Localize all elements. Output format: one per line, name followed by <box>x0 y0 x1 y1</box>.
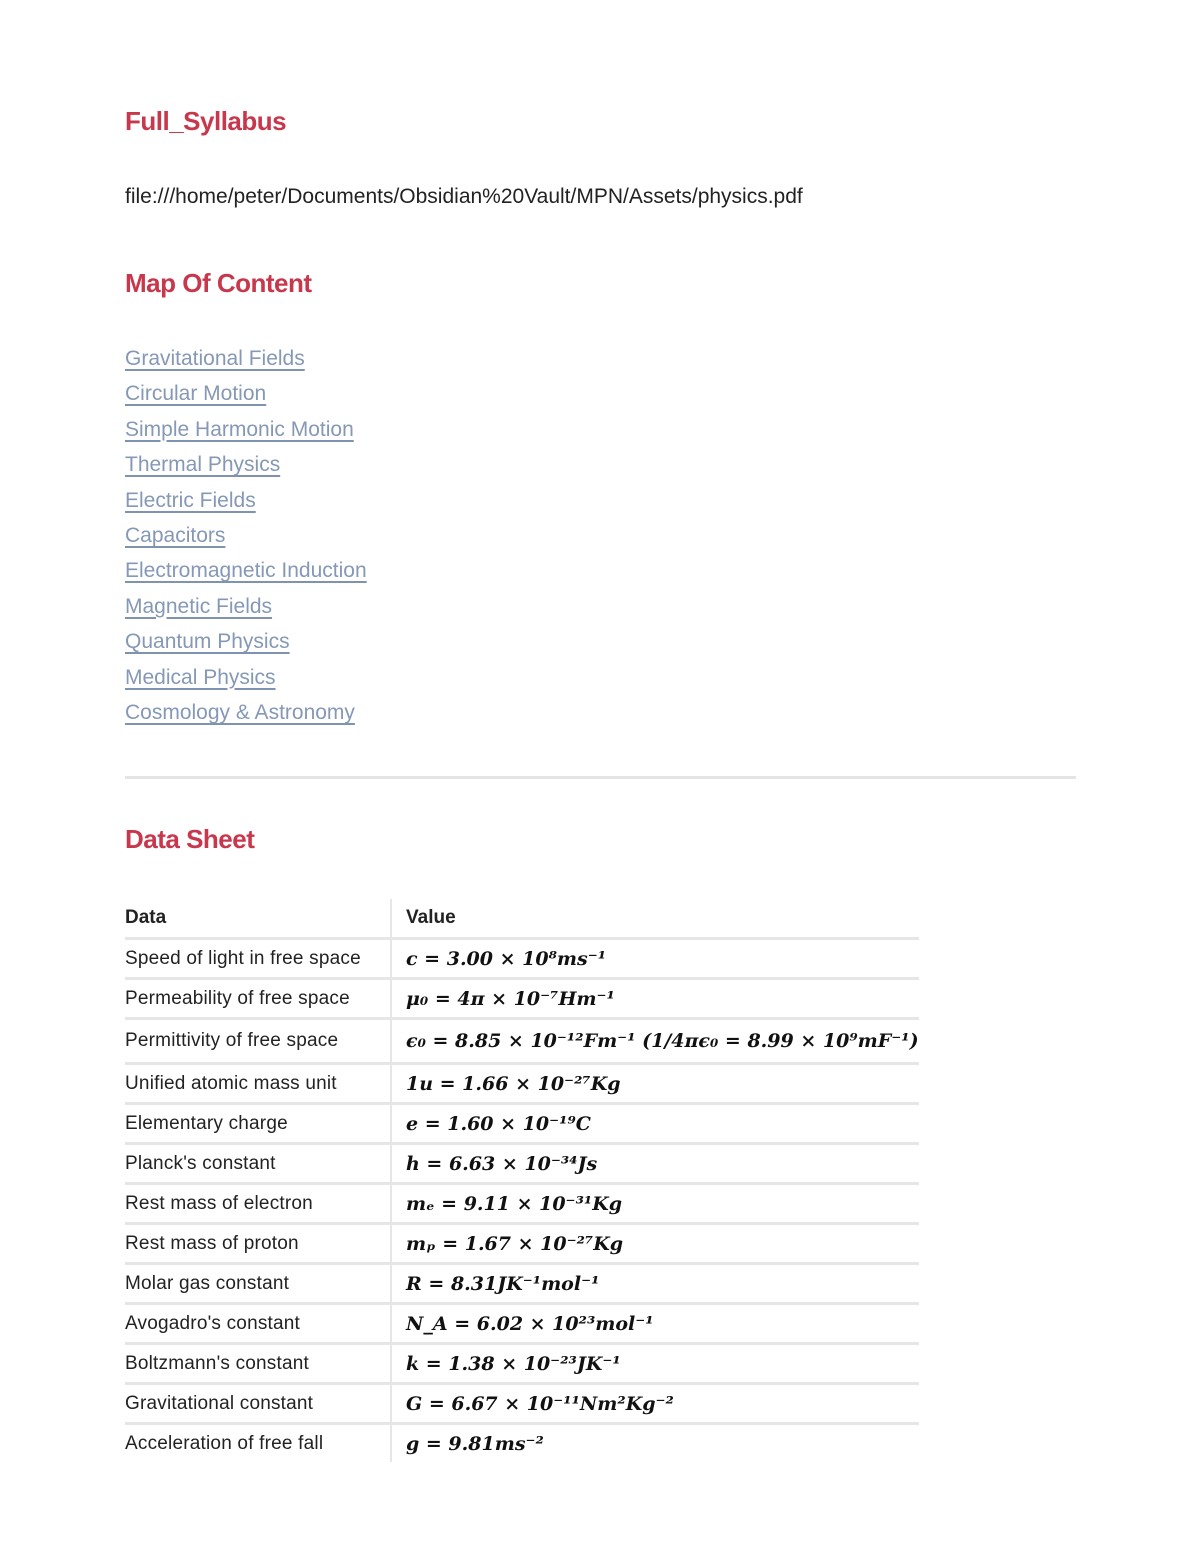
file-path-text: file:///home/peter/Documents/Obsidian%20Vault/MPN/Assets/physics.pdf <box>125 185 803 208</box>
row-value: μ₀ = 4π × 10⁻⁷Hm⁻¹ <box>391 979 919 1019</box>
data-sheet-table <box>125 899 919 1462</box>
table-row <box>125 1184 919 1224</box>
row-value: G = 6.67 × 10⁻¹¹Nm²Kg⁻² <box>391 1384 919 1424</box>
list-item <box>125 486 367 521</box>
row-label: Acceleration of free fall <box>125 1432 324 1454</box>
row-label: Planck's constant <box>125 1144 391 1184</box>
table-row <box>125 1384 919 1424</box>
row-label: Unified atomic mass unit <box>125 1064 391 1104</box>
row-label: Elementary charge <box>125 1104 391 1144</box>
map-of-content-heading: Map Of Content <box>125 268 312 298</box>
link-gravitational-fields[interactable]: Gravitational Fields <box>125 347 305 370</box>
link-thermal-physics[interactable]: Thermal Physics <box>125 453 281 477</box>
row-value: R = 8.31JK⁻¹mol⁻¹ <box>391 1264 919 1304</box>
row-value: g = 9.81ms⁻² <box>391 1424 919 1463</box>
table-row <box>125 1424 919 1463</box>
page-title: Full_Syllabus <box>125 106 287 136</box>
column-header-value: Value <box>391 899 919 939</box>
table-row <box>125 1264 919 1304</box>
list-item <box>125 450 367 485</box>
row-label: Permittivity of free space <box>125 1019 391 1064</box>
row-value: N_A = 6.02 × 10²³mol⁻¹ <box>391 1304 919 1344</box>
horizontal-rule <box>125 776 1076 779</box>
link-electric-fields[interactable]: Electric Fields <box>125 488 256 512</box>
link-circular-motion[interactable]: Circular Motion <box>125 382 267 406</box>
list-item <box>125 379 367 414</box>
list-item <box>125 556 367 591</box>
table-row <box>125 1064 919 1104</box>
list-item <box>125 698 367 733</box>
row-label: Boltzmann's constant <box>125 1344 391 1384</box>
row-label: Rest mass of proton <box>125 1224 391 1264</box>
row-label: Gravitational constant <box>125 1384 391 1424</box>
link-magnetic-fields[interactable]: Magnetic Fields <box>125 594 273 618</box>
row-value: e = 1.60 × 10⁻¹⁹C <box>391 1104 919 1144</box>
link-capacitors[interactable]: Capacitors <box>125 523 226 547</box>
list-item <box>125 592 367 627</box>
row-value: h = 6.63 × 10⁻³⁴Js <box>391 1144 919 1184</box>
row-value: k = 1.38 × 10⁻²³JK⁻¹ <box>391 1344 919 1384</box>
row-value: c = 3.00 × 10⁸ms⁻¹ <box>391 939 919 979</box>
list-item <box>125 415 367 450</box>
link-simple-harmonic-motion[interactable]: Simple Harmonic Motion <box>125 417 354 441</box>
list-item <box>125 344 367 379</box>
table-header-row <box>125 899 919 939</box>
table-row <box>125 1144 919 1184</box>
list-item <box>125 521 367 556</box>
data-sheet-heading: Data Sheet <box>125 824 255 854</box>
list-item <box>125 663 367 698</box>
row-value: mₑ = 9.11 × 10⁻³¹Kg <box>391 1184 919 1224</box>
table-row <box>125 1304 919 1344</box>
map-of-content-list <box>125 344 367 733</box>
row-label: Molar gas constant <box>125 1264 391 1304</box>
table-row <box>125 1104 919 1144</box>
column-header-data: Data <box>125 899 391 939</box>
row-value: mₚ = 1.67 × 10⁻²⁷Kg <box>391 1224 919 1264</box>
link-cosmology-astronomy[interactable]: Cosmology & Astronomy <box>125 700 355 724</box>
table-row <box>125 979 919 1019</box>
link-electromagnetic-induction[interactable]: Electromagnetic Induction <box>125 559 367 583</box>
table-row <box>125 1224 919 1264</box>
row-value: ϵ₀ = 8.85 × 10⁻¹²Fm⁻¹ (1/4πϵ₀ = 8.99 × 10⁹mF⁻¹) <box>391 1019 919 1064</box>
list-item <box>125 627 367 662</box>
row-label: Avogadro's constant <box>125 1304 391 1344</box>
link-medical-physics[interactable]: Medical Physics <box>125 665 276 689</box>
row-label: Speed of light in free space <box>125 939 391 979</box>
table-row <box>125 1344 919 1384</box>
row-value: 1u = 1.66 × 10⁻²⁷Kg <box>391 1064 919 1104</box>
link-quantum-physics[interactable]: Quantum Physics <box>125 630 290 654</box>
table-row <box>125 1019 919 1064</box>
row-label: Rest mass of electron <box>125 1184 391 1224</box>
row-label: Permeability of free space <box>125 979 391 1019</box>
table-row <box>125 939 919 979</box>
